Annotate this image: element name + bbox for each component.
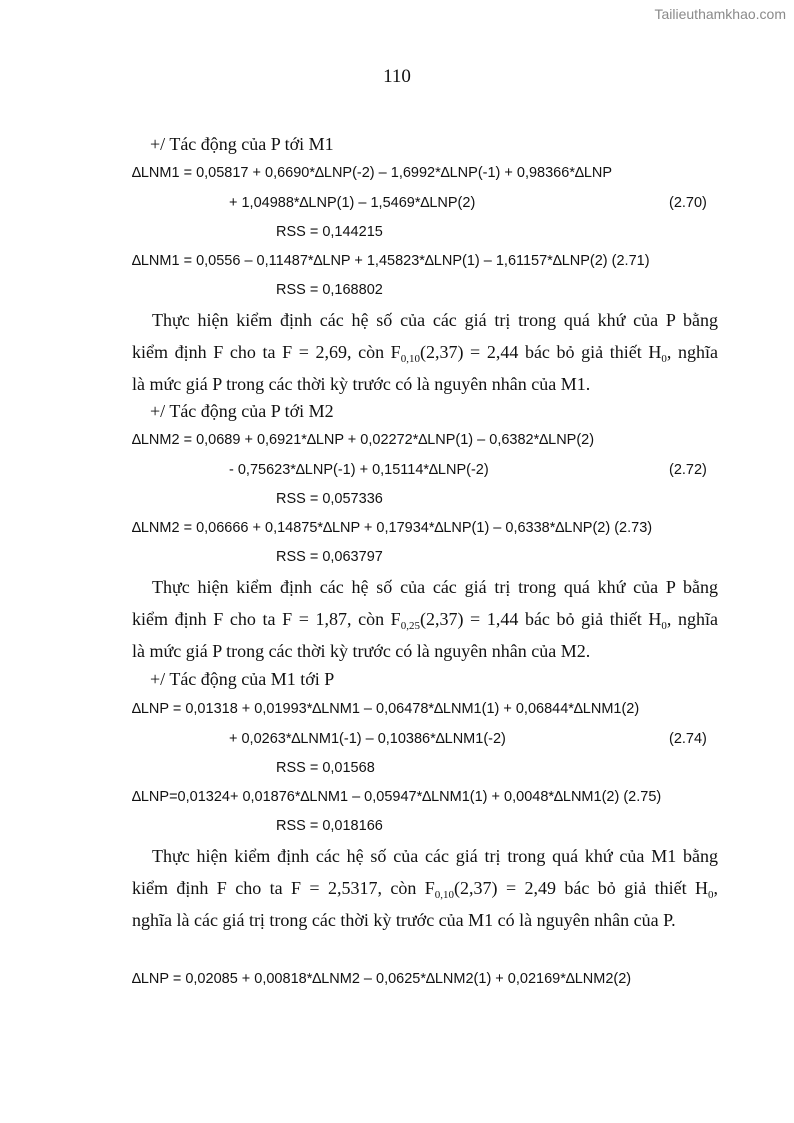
paragraph-line: Thực hiện kiểm định các hệ số của các giá trị trong quá khứ của M1 bằng xyxy=(152,846,718,866)
paragraph-line: kiểm định F cho ta F = 2,69, còn $F_{0,10}(2,37) = 2,44$ bác bỏ giả thiết $H_0$, nghĩa xyxy=(132,342,718,365)
paragraph xyxy=(132,304,718,400)
equation-line: + 0,0263*∆LNM1(-1) – 0,10386*∆LNM1(-2) xyxy=(229,731,506,747)
equation-line: ∆LNM2 = 0,06666 + 0,14875*∆LNP + 0,17934*∆LNP(1) – 0,6338*∆LNP(2) (2.73) xyxy=(132,520,653,536)
equation-number: (2.70) xyxy=(669,195,707,211)
rss-value: RSS = 0,144215 xyxy=(276,224,383,240)
paragraph-line: Thực hiện kiểm định các hệ số của các giá trị trong quá khứ của P bằng xyxy=(152,310,718,330)
section-heading-p-to-m2: +/ Tác động của P tới M2 xyxy=(150,401,334,421)
equation-line: ∆LNM1 = 0,0556 – 0,11487*∆LNP + 1,45823*∆LNP(1) – 1,61157*∆LNP(2) (2.71) xyxy=(132,253,650,269)
equation-line: ∆LNM1 = 0,05817 + 0,6690*∆LNP(-2) – 1,6992*∆LNP(-1) + 0,98366*∆LNP xyxy=(132,165,613,181)
rss-value: RSS = 0,063797 xyxy=(276,549,383,565)
rss-value: RSS = 0,018166 xyxy=(276,818,383,834)
paragraph xyxy=(132,840,718,936)
equation-line: + 1,04988*∆LNP(1) – 1,5469*∆LNP(2) xyxy=(229,195,476,211)
paragraph xyxy=(132,571,718,667)
page-number: 110 xyxy=(383,66,411,87)
equation-number: (2.72) xyxy=(669,462,707,478)
section-heading-p-to-m1: +/ Tác động của P tới M1 xyxy=(150,134,334,154)
watermark: Tailieuthamkhao.com xyxy=(654,6,786,22)
paragraph-line: nghĩa là các giá trị trong các thời kỳ trước của M1 có là nguyên nhân của P. xyxy=(132,910,676,930)
paragraph-line: là mức giá P trong các thời kỳ trước có là nguyên nhân của M2. xyxy=(132,641,591,661)
section-heading-m1-to-p: +/ Tác động của M1 tới P xyxy=(150,669,335,689)
equation-line: ∆LNP=0,01324+ 0,01876*∆LNM1 – 0,05947*∆LNM1(1) + 0,0048*∆LNM1(2) (2.75) xyxy=(132,789,662,805)
equation-number: (2.74) xyxy=(669,731,707,747)
paragraph-line: là mức giá P trong các thời kỳ trước có là nguyên nhân của M1. xyxy=(132,374,591,394)
equation-line: ∆LNP = 0,01318 + 0,01993*∆LNM1 – 0,06478*∆LNM1(1) + 0,06844*∆LNM1(2) xyxy=(132,701,640,717)
rss-value: RSS = 0,057336 xyxy=(276,491,383,507)
paragraph-line: Thực hiện kiểm định các hệ số của các giá trị trong quá khứ của P bằng xyxy=(152,577,718,597)
equation-line: - 0,75623*∆LNP(-1) + 0,15114*∆LNP(-2) xyxy=(229,462,489,478)
equation-line: ∆LNM2 = 0,0689 + 0,6921*∆LNP + 0,02272*∆LNP(1) – 0,6382*∆LNP(2) xyxy=(132,432,595,448)
paragraph-line: kiểm định F cho ta F = 1,87, còn $F_{0,25}(2,37) = 1,44$ bác bỏ giả thiết $H_0$, nghĩa xyxy=(132,609,718,632)
rss-value: RSS = 0,01568 xyxy=(276,760,375,776)
paragraph-line: kiểm định F cho ta F = 2,5317, còn $F_{0,10}(2,37) = 2,49$ bác bỏ giả thiết $H_0$, xyxy=(132,878,718,901)
equation-line: ∆LNP = 0,02085 + 0,00818*∆LNM2 – 0,0625*∆LNM2(1) + 0,02169*∆LNM2(2) xyxy=(132,971,632,987)
rss-value: RSS = 0,168802 xyxy=(276,282,383,298)
